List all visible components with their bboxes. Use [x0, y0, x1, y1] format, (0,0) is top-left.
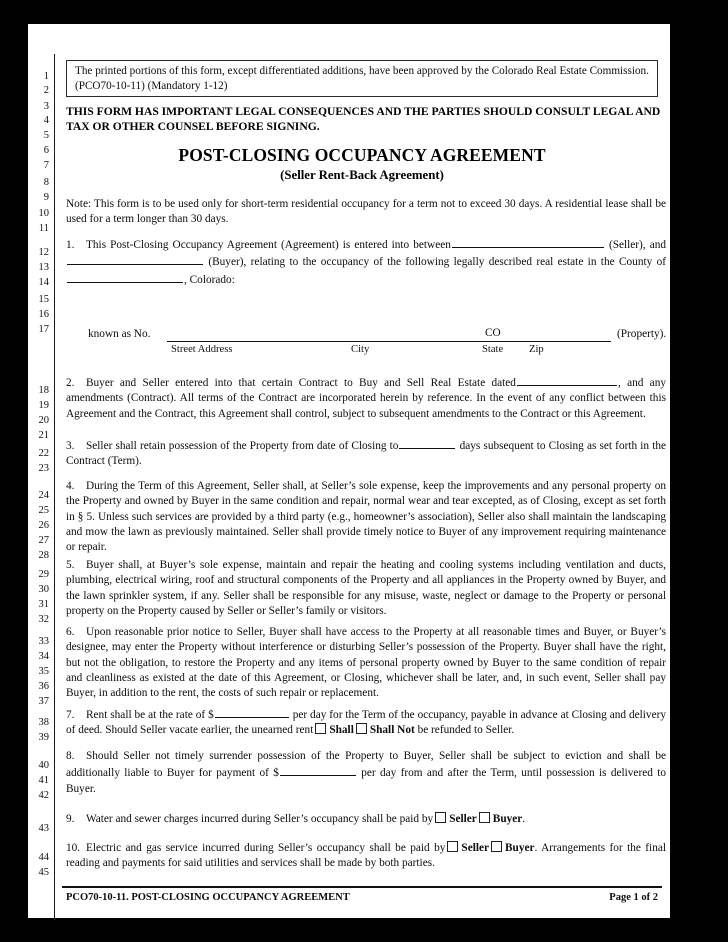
- line-number: 43: [38, 823, 49, 834]
- checkbox-water-seller-label: Seller: [449, 813, 477, 825]
- line-number: 21: [38, 430, 49, 441]
- daily-liability-blank[interactable]: [280, 764, 356, 776]
- line-number: 24: [38, 490, 49, 501]
- page-title: POST-CLOSING OCCUPANCY AGREEMENT: [178, 145, 546, 165]
- line-number: 2: [43, 85, 49, 96]
- line-number: 30: [38, 584, 49, 595]
- footer-form-title: PCO70-10-11. POST-CLOSING OCCUPANCY AGREEMENT: [66, 892, 350, 903]
- line-number: 5: [43, 130, 49, 141]
- paragraph-7: [66, 706, 666, 739]
- line-number: 11: [38, 223, 49, 234]
- line-number: 26: [38, 520, 49, 531]
- line-number: 33: [38, 636, 49, 647]
- line-number: 7: [43, 160, 49, 171]
- checkbox-shall-label: Shall: [329, 724, 354, 737]
- paragraph-8-text-b: per day from and after the Term, until possession is delivered to Buyer.: [66, 767, 666, 795]
- paragraph-6: [66, 625, 666, 701]
- paragraph-3-number: 3.: [66, 440, 75, 452]
- line-number: 23: [38, 463, 49, 474]
- line-number: 17: [38, 324, 49, 335]
- line-number: 29: [38, 569, 49, 580]
- line-number: 10: [38, 208, 49, 219]
- header-notice-box: [66, 60, 658, 97]
- line-number: 15: [38, 294, 49, 305]
- state-value: CO: [485, 327, 501, 339]
- line-number: 45: [38, 867, 49, 878]
- paragraph-5-number: 5.: [66, 559, 75, 571]
- paragraph-1-text-c: County of: [618, 256, 667, 269]
- paragraph-9: [66, 812, 666, 827]
- footer-divider: [62, 886, 662, 888]
- paragraph-8-text-a: Should Seller not timely surrender possession of the Property to Buyer, Seller shall be subject to eviction and shall be additionally liable to Buyer for payment of $: [66, 750, 666, 780]
- county-blank[interactable]: [67, 271, 183, 283]
- paragraph-2-text-b: , and any amendments (Contract). All terms of the Contract are incorporated herein by reference. In the event of any conflict between this Agreement and the Contract, this Agreement shall control, subject to subsequent amendments to the Contract or this Agreement.: [66, 377, 666, 420]
- legal-warning-text: THIS FORM HAS IMPORTANT LEGAL CONSEQUENCES AND THE PARTIES SHOULD CONSULT LEGAL AND TAX OR OTHER COUNSEL BEFORE SIGNING.: [66, 105, 661, 134]
- paragraph-1-text-a: This Post-Closing Occupancy Agreement (Agreement) is entered into between: [86, 239, 451, 251]
- checkbox-water-seller[interactable]: [435, 812, 446, 823]
- line-number: 37: [38, 696, 49, 707]
- line-number: 32: [38, 614, 49, 625]
- line-number: 13: [38, 262, 49, 273]
- buyer-name-blank[interactable]: [67, 253, 203, 265]
- checkbox-utility-buyer[interactable]: [491, 841, 502, 852]
- paragraph-9-text-a: Water and sewer charges incurred during Seller’s occupancy shall be paid by: [86, 813, 434, 825]
- line-number: 31: [38, 599, 49, 610]
- paragraph-1-seller-label: (Seller),: [608, 239, 646, 251]
- paragraph-2: [66, 374, 666, 422]
- known-as-label: known as No.: [88, 328, 151, 340]
- line-number: 28: [38, 550, 49, 561]
- paragraph-9-text-b: .: [522, 813, 526, 825]
- checkbox-shall[interactable]: [315, 723, 326, 734]
- paragraph-1-buyer-label: (Buyer), relating to the occupancy of the following legally described real estate in the: [208, 256, 615, 269]
- paragraph-7-text-a: Rent shall be at the rate of $: [86, 709, 214, 721]
- paragraph-1-state-label: , Colorado:: [184, 273, 235, 286]
- line-number: 36: [38, 681, 49, 692]
- paragraph-7-text-b: per day for the Term of the occupancy, payable in advance at Closing and delivery of deed. Should Seller vacate earlier, the unearned rent: [66, 709, 666, 737]
- property-address-row: [66, 324, 667, 355]
- paragraph-10: [66, 841, 666, 872]
- line-number: 12: [38, 247, 49, 258]
- paragraph-3: [66, 437, 666, 470]
- term-days-blank[interactable]: [399, 437, 455, 449]
- paragraph-4-number: 4.: [66, 480, 75, 492]
- header-notice-text: The printed portions of this form, except differentiated additions, have been approved by the Colorado Real Estate Commission. (PCO70-10-11) (Mandatory 1-12): [75, 65, 649, 92]
- line-number: 27: [38, 535, 49, 546]
- line-number: 34: [38, 651, 49, 662]
- paragraph-3-text-b: days subsequent to Closing as set forth in the Contract (Term).: [66, 440, 666, 468]
- paragraph-3-text-a: Seller shall retain possession of the Property from date of Closing to: [86, 440, 399, 452]
- line-number: 44: [38, 852, 49, 863]
- rent-rate-blank[interactable]: [215, 706, 289, 718]
- line-number: 35: [38, 666, 49, 677]
- paragraph-9-number: 9.: [66, 813, 75, 825]
- document-body: [62, 24, 670, 918]
- line-number: 19: [38, 400, 49, 411]
- paragraph-4-text: During the Term of this Agreement, Seller shall, at Seller’s sole expense, keep the improvements and any personal property on the Property and owned by Buyer in the same condition and repair, normal wear and tear excepted, as of Closing, except as set forth in § 5. Unless such services are provided by a third party (e.g., homeowner’s association), Seller also shall maintain the landscaping and mow the lawn as previously maintained. Seller shall provide timely notice to Buyer of any improvement requiring maintenance or repair.: [66, 480, 666, 554]
- line-number: 38: [38, 717, 49, 728]
- line-number: 6: [43, 145, 49, 156]
- paragraph-10-text-b: . Arrangements for the final reading and payments for said utilities and services shall be made by both parties.: [66, 842, 666, 870]
- caption-city: City: [351, 344, 370, 355]
- paragraph-7-text-c: be refunded to Seller.: [417, 724, 515, 737]
- line-number: 4: [43, 115, 49, 126]
- checkbox-shall-not[interactable]: [356, 723, 367, 734]
- line-number: 25: [38, 505, 49, 516]
- line-number: 20: [38, 415, 49, 426]
- paragraph-8: [66, 749, 666, 797]
- form-note: Note: This form is to be used only for short-term residential occupancy for a term not to exceed 30 days. A residential lease shall be used for a term longer than 30 days.: [66, 198, 666, 226]
- page-subtitle: (Seller Rent-Back Agreement): [280, 168, 444, 182]
- property-label: (Property).: [617, 328, 667, 340]
- line-number: 8: [43, 177, 49, 188]
- paragraph-5-text: Buyer shall, at Buyer’s sole expense, maintain and repair the heating and cooling systems including ventilation and ducts, plumbing, electrical wiring, roof and structural components of the Property and all appliances in the Property owned by Buyer, and the lawn sprinkler system, if any. Seller shall be responsible for any misuse, waste, neglect or damage to the Property or personal property on the Property caused by Seller or Seller’s family or visitors.: [66, 559, 666, 617]
- seller-name-blank[interactable]: [452, 236, 604, 248]
- checkbox-water-buyer-label: Buyer: [492, 813, 523, 825]
- caption-state: State: [482, 344, 504, 355]
- caption-street-address: Street Address: [171, 344, 233, 355]
- checkbox-utility-buyer-label: Buyer: [505, 842, 535, 854]
- paragraph-8-number: 8.: [66, 750, 75, 762]
- property-address-blank[interactable]: [167, 341, 611, 342]
- paragraph-2-number: 2.: [66, 377, 75, 389]
- line-number-gutter: [28, 54, 55, 920]
- paragraph-10-text-a: Electric and gas service incurred during Seller’s occupancy shall be paid by: [86, 842, 446, 854]
- checkbox-shall-not-label: Shall Not: [369, 724, 415, 737]
- paragraph-10-number: 10.: [66, 842, 81, 854]
- paragraph-1-text-b: and: [649, 239, 666, 251]
- paragraph-5: [66, 558, 666, 619]
- line-number: 3: [43, 101, 49, 112]
- line-number: 42: [38, 790, 49, 801]
- line-number: 41: [38, 775, 49, 786]
- line-number: 40: [38, 760, 49, 771]
- paragraph-1-number: 1.: [66, 239, 75, 251]
- line-number: 14: [38, 277, 49, 288]
- footer-page-number: Page 1 of 2: [609, 892, 658, 903]
- line-number: 1: [43, 71, 49, 82]
- line-number: 39: [38, 732, 49, 743]
- line-number: 16: [38, 309, 49, 320]
- paragraph-7-number: 7.: [66, 709, 75, 721]
- line-number: 22: [38, 448, 49, 459]
- document-page: [28, 24, 670, 918]
- caption-zip: Zip: [529, 344, 544, 355]
- contract-date-blank[interactable]: [517, 374, 617, 386]
- line-number: 18: [38, 385, 49, 396]
- paragraph-1: [66, 236, 666, 288]
- checkbox-water-buyer[interactable]: [479, 812, 490, 823]
- line-number: 9: [43, 192, 49, 203]
- checkbox-utility-seller[interactable]: [447, 841, 458, 852]
- paragraph-6-number: 6.: [66, 626, 75, 638]
- paragraph-2-text-a: Buyer and Seller entered into that certain Contract to Buy and Sell Real Estate dated: [86, 377, 516, 389]
- paragraph-6-text: Upon reasonable prior notice to Seller, Buyer shall have access to the Property at all reasonable times and Buyer, or Buyer’s designee, may enter the Property without interference or disturbing Seller’s possession of the Property. Buyer shall have the right, but not the obligation, to restore the Property and any items of personal property owned by Buyer to the same condition of repair and cleanliness as existed at the date of this Agreement, or Closing, whichever shall be later, and, in such event, Seller shall pay Buyer, in addition to the rent, the costs of such repair or replacement.: [66, 626, 666, 700]
- property-address-block: [66, 324, 667, 355]
- paragraph-4: [66, 479, 666, 555]
- checkbox-utility-seller-label: Seller: [461, 842, 490, 854]
